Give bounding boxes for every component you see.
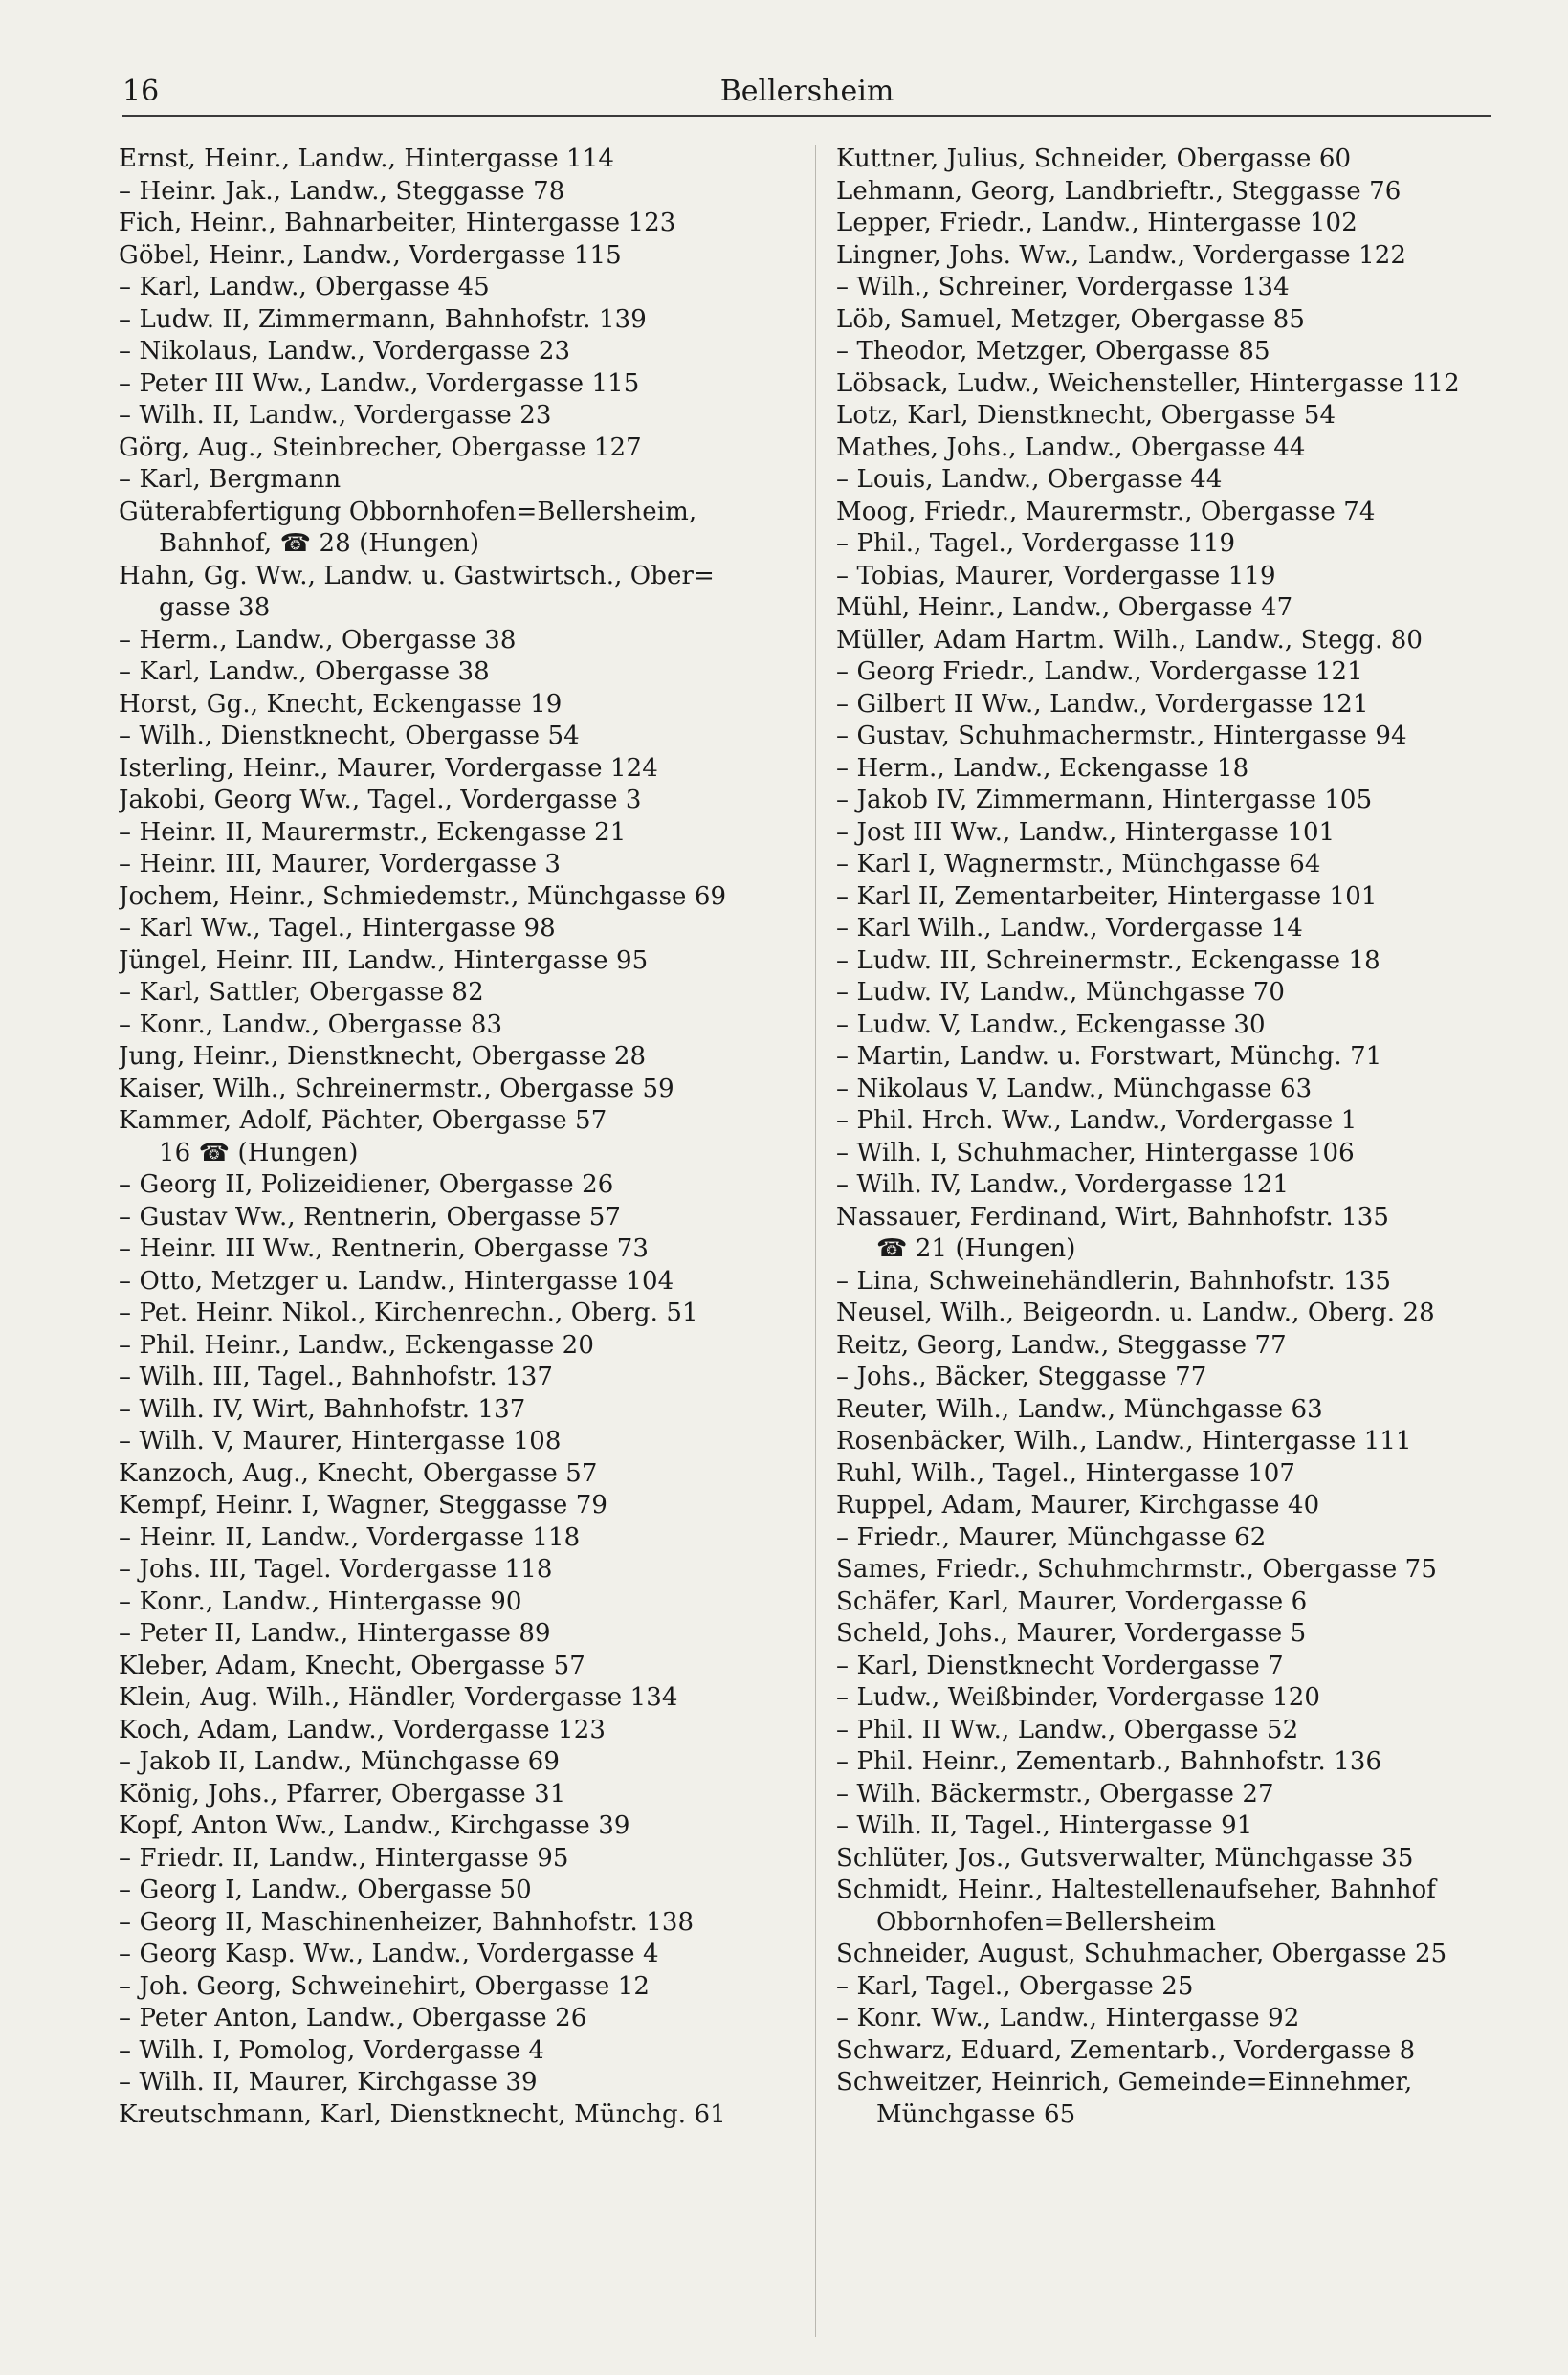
directory-entry: Schweitzer, Heinrich, Gemeinde=Einnehmer, (836, 2068, 1413, 2097)
directory-entry: Kreutschmann, Karl, Dienstknecht, Münchg. 61 (119, 2099, 726, 2129)
directory-entry: – Herm., Landw., Obergasse 38 (119, 625, 517, 655)
directory-entry: – Jost III Ww., Landw., Hintergasse 101 (836, 817, 1336, 847)
directory-entry: – Phil. Heinr., Zementarb., Bahnhofstr. 136 (836, 1747, 1382, 1776)
page-header (122, 71, 1491, 117)
directory-entry: Hahn, Gg. Ww., Landw. u. Gastwirtsch., Ober= (119, 561, 715, 590)
directory-entry: Schwarz, Eduard, Zementarb., Vordergasse 8 (836, 2035, 1416, 2065)
directory-entry: ☎ 21 (Hungen) (876, 1234, 1076, 1263)
directory-entry: Nassauer, Ferdinand, Wirt, Bahnhofstr. 135 (836, 1202, 1390, 1232)
directory-entry: Schmidt, Heinr., Haltestellenaufseher, Bahnhof (836, 1876, 1437, 1904)
directory-entry: gasse 38 (159, 593, 271, 622)
directory-entry: – Wilh., Dienstknecht, Obergasse 54 (119, 721, 580, 750)
directory-entry: – Wilh. V, Maurer, Hintergasse 108 (119, 1427, 562, 1455)
directory-entry: König, Johs., Pfarrer, Obergasse 31 (119, 1779, 566, 1809)
column-divider (815, 145, 816, 2337)
directory-entry: – Wilh. IV, Wirt, Bahnhofstr. 137 (119, 1394, 526, 1424)
directory-entry: – Konr., Landw., Hintergasse 90 (119, 1587, 522, 1616)
directory-entry: Löbsack, Ludw., Weichensteller, Hintergasse 112 (836, 368, 1460, 398)
directory-entry: – Heinr. II, Landw., Vordergasse 118 (119, 1522, 581, 1552)
directory-entry: – Nikolaus, Landw., Vordergasse 23 (119, 337, 571, 366)
directory-entry: – Louis, Landw., Obergasse 44 (836, 465, 1223, 494)
directory-entry: – Georg Friedr., Landw., Vordergasse 121 (836, 657, 1363, 686)
directory-entry: – Joh. Georg, Schweinehirt, Obergasse 12 (119, 1971, 651, 2001)
directory-entry: – Phil. II Ww., Landw., Obergasse 52 (836, 1715, 1299, 1744)
directory-entry: Obbornhofen=Bellersheim (876, 1907, 1217, 1937)
directory-entry: – Karl I, Wagnermstr., Münchgasse 64 (836, 850, 1321, 878)
directory-entry: – Gustav, Schuhmachermstr., Hintergasse 94 (836, 721, 1407, 750)
directory-entry: Moog, Friedr., Maurermstr., Obergasse 74 (836, 497, 1376, 526)
directory-entry: – Heinr. Jak., Landw., Steggasse 78 (119, 176, 565, 206)
directory-entry: Kaiser, Wilh., Schreinermstr., Obergasse 59 (119, 1074, 674, 1103)
directory-entry: Rosenbäcker, Wilh., Landw., Hintergasse 111 (836, 1427, 1412, 1455)
directory-entry: Klein, Aug. Wilh., Händler, Vordergasse 134 (119, 1683, 678, 1712)
directory-entry: Kuttner, Julius, Schneider, Obergasse 60 (836, 144, 1352, 173)
directory-entry: – Peter Anton, Landw., Obergasse 26 (119, 2004, 587, 2032)
directory-entry: Schlüter, Jos., Gutsverwalter, Münchgasse 35 (836, 1843, 1414, 1873)
directory-entry: – Karl Wilh., Landw., Vordergasse 14 (836, 914, 1303, 943)
directory-entry: – Friedr., Maurer, Münchgasse 62 (836, 1522, 1267, 1552)
directory-entry: – Peter II, Landw., Hintergasse 89 (119, 1619, 551, 1648)
directory-entry: – Wilh. II, Landw., Vordergasse 23 (119, 401, 552, 430)
directory-entry: – Wilh. III, Tagel., Bahnhofstr. 137 (119, 1363, 553, 1391)
directory-entry: – Phil. Hrch. Ww., Landw., Vordergasse 1 (836, 1106, 1358, 1135)
directory-entry: Neusel, Wilh., Beigeordn. u. Landw., Oberg. 28 (836, 1298, 1435, 1327)
directory-entry: – Johs. III, Tagel. Vordergasse 118 (119, 1555, 553, 1584)
directory-entry: – Karl Ww., Tagel., Hintergasse 98 (119, 914, 556, 943)
directory-entry: Fich, Heinr., Bahnarbeiter, Hintergasse 123 (119, 209, 676, 237)
directory-entry: – Phil., Tagel., Vordergasse 119 (836, 529, 1236, 558)
directory-entry: – Pet. Heinr. Nikol., Kirchenrechn., Oberg. 51 (119, 1298, 698, 1327)
directory-entry: Lingner, Johs. Ww., Landw., Vordergasse 122 (836, 240, 1407, 270)
directory-entry: – Johs., Bäcker, Steggasse 77 (836, 1363, 1207, 1391)
directory-entry: – Heinr. II, Maurermstr., Eckengasse 21 (119, 817, 627, 847)
directory-entry: Ruppel, Adam, Maurer, Kirchgasse 40 (836, 1491, 1320, 1520)
directory-entry: Ruhl, Wilh., Tagel., Hintergasse 107 (836, 1458, 1296, 1488)
directory-entry: – Wilh. II, Maurer, Kirchgasse 39 (119, 2068, 538, 2097)
directory-entry: – Wilh. II, Tagel., Hintergasse 91 (836, 1811, 1253, 1840)
directory-entry: – Ludw. II, Zimmermann, Bahnhofstr. 139 (119, 304, 647, 334)
directory-entry: Reuter, Wilh., Landw., Münchgasse 63 (836, 1394, 1323, 1424)
directory-entry: – Nikolaus V, Landw., Münchgasse 63 (836, 1074, 1313, 1103)
directory-entry: Schäfer, Karl, Maurer, Vordergasse 6 (836, 1587, 1308, 1616)
directory-entry: Lehmann, Georg, Landbrieftr., Steggasse 76 (836, 176, 1402, 206)
directory-entry: – Karl, Sattler, Obergasse 82 (119, 978, 484, 1007)
directory-entry: Göbel, Heinr., Landw., Vordergasse 115 (119, 240, 622, 270)
page-title: Bellersheim (719, 75, 894, 108)
directory-entry: – Konr., Landw., Obergasse 83 (119, 1010, 503, 1039)
directory-entry: – Jakob IV, Zimmermann, Hintergasse 105 (836, 786, 1373, 814)
directory-entry: Jochem, Heinr., Schmiedemstr., Münchgasse 69 (119, 881, 727, 911)
directory-entry: – Karl, Tagel., Obergasse 25 (836, 1971, 1194, 2001)
directory-entry: – Ludw., Weißbinder, Vordergasse 120 (836, 1683, 1321, 1712)
directory-entry: – Konr. Ww., Landw., Hintergasse 92 (836, 2004, 1300, 2032)
directory-entry: Münchgasse 65 (876, 2099, 1076, 2129)
directory-entry: Jakobi, Georg Ww., Tagel., Vordergasse 3 (119, 786, 642, 814)
directory-entry: Jung, Heinr., Dienstknecht, Obergasse 28 (119, 1042, 647, 1071)
directory-entry: Horst, Gg., Knecht, Eckengasse 19 (119, 689, 563, 719)
directory-entry: Lotz, Karl, Dienstknecht, Obergasse 54 (836, 401, 1336, 430)
directory-entry: – Karl, Landw., Obergasse 45 (119, 273, 490, 301)
directory-entry: – Wilh. I, Schuhmacher, Hintergasse 106 (836, 1138, 1355, 1167)
directory-entry: Ernst, Heinr., Landw., Hintergasse 114 (119, 144, 614, 173)
page-number: 16 (122, 75, 160, 108)
directory-entry: Koch, Adam, Landw., Vordergasse 123 (119, 1715, 606, 1744)
directory-entry: – Karl, Bergmann (119, 465, 342, 494)
directory-entry: Scheld, Johs., Maurer, Vordergasse 5 (836, 1619, 1307, 1648)
directory-entry: – Herm., Landw., Eckengasse 18 (836, 753, 1249, 783)
directory-entry: – Ludw. III, Schreinermstr., Eckengasse 18 (836, 945, 1380, 975)
directory-entry: Kanzoch, Aug., Knecht, Obergasse 57 (119, 1458, 598, 1488)
directory-entry: – Georg I, Landw., Obergasse 50 (119, 1876, 532, 1904)
directory-entry: – Phil. Heinr., Landw., Eckengasse 20 (119, 1330, 594, 1360)
directory-entry: – Friedr. II, Landw., Hintergasse 95 (119, 1843, 569, 1873)
directory-entry: – Heinr. III, Maurer, Vordergasse 3 (119, 850, 562, 878)
directory-entry: Löb, Samuel, Metzger, Obergasse 85 (836, 304, 1306, 334)
directory-entry: – Heinr. III Ww., Rentnerin, Obergasse 73 (119, 1234, 649, 1263)
left-column (119, 144, 788, 2131)
directory-entry: – Martin, Landw. u. Forstwart, Münchg. 71 (836, 1042, 1382, 1071)
directory-entry: – Tobias, Maurer, Vordergasse 119 (836, 561, 1276, 590)
directory-entry: Jüngel, Heinr. III, Landw., Hintergasse 95 (119, 945, 649, 975)
directory-entry: – Wilh. I, Pomolog, Vordergasse 4 (119, 2035, 545, 2065)
directory-entry: – Jakob II, Landw., Münchgasse 69 (119, 1747, 560, 1776)
directory-entry: – Georg Kasp. Ww., Landw., Vordergasse 4 (119, 1940, 659, 1968)
directory-entry: Bahnhof, ☎ 28 (Hungen) (159, 529, 480, 558)
directory-entry: Güterabfertigung Obbornhofen=Bellersheim, (119, 497, 697, 526)
directory-entry: Schneider, August, Schuhmacher, Obergasse 25 (836, 1940, 1447, 1968)
directory-entry: – Otto, Metzger u. Landw., Hintergasse 104 (119, 1266, 674, 1296)
directory-entry: 16 ☎ (Hungen) (159, 1138, 359, 1167)
directory-entry: – Georg II, Maschinenheizer, Bahnhofstr. 138 (119, 1907, 695, 1937)
directory-entry: – Wilh., Schreiner, Vordergasse 134 (836, 273, 1290, 301)
directory-entry: – Karl, Dienstknecht Vordergasse 7 (836, 1651, 1284, 1680)
directory-entry: Sames, Friedr., Schuhmchrmstr., Obergasse 75 (836, 1555, 1437, 1584)
directory-entry: – Gustav Ww., Rentnerin, Obergasse 57 (119, 1202, 622, 1232)
directory-entry: Kammer, Adolf, Pächter, Obergasse 57 (119, 1106, 607, 1135)
directory-entry: Reitz, Georg, Landw., Steggasse 77 (836, 1330, 1287, 1360)
directory-entry: – Wilh. IV, Landw., Vordergasse 121 (836, 1170, 1290, 1199)
directory-entry: Lepper, Friedr., Landw., Hintergasse 102 (836, 209, 1358, 237)
directory-entry: Mathes, Johs., Landw., Obergasse 44 (836, 433, 1306, 462)
directory-entry: – Theodor, Metzger, Obergasse 85 (836, 337, 1270, 366)
directory-entry: – Ludw. V, Landw., Eckengasse 30 (836, 1010, 1266, 1039)
directory-entry: Kopf, Anton Ww., Landw., Kirchgasse 39 (119, 1811, 630, 1840)
directory-entry: – Gilbert II Ww., Landw., Vordergasse 121 (836, 689, 1369, 719)
directory-entry: – Georg II, Polizeidiener, Obergasse 26 (119, 1170, 614, 1199)
directory-entry: Kempf, Heinr. I, Wagner, Steggasse 79 (119, 1491, 608, 1520)
directory-entry: – Ludw. IV, Landw., Münchgasse 70 (836, 978, 1286, 1007)
directory-entry: – Lina, Schweinehändlerin, Bahnhofstr. 135 (836, 1266, 1392, 1296)
directory-entry: – Wilh. Bäckermstr., Obergasse 27 (836, 1779, 1274, 1809)
directory-entry: – Peter III Ww., Landw., Vordergasse 115 (119, 368, 640, 398)
directory-entry: Isterling, Heinr., Maurer, Vordergasse 124 (119, 753, 658, 783)
directory-entry: – Karl, Landw., Obergasse 38 (119, 657, 490, 686)
directory-entry: – Karl II, Zementarbeiter, Hintergasse 101 (836, 881, 1378, 911)
right-column (836, 144, 1525, 2131)
directory-entry: Müller, Adam Hartm. Wilh., Landw., Stegg. 80 (836, 625, 1424, 655)
directory-entry: Kleber, Adam, Knecht, Obergasse 57 (119, 1651, 585, 1680)
directory-entry: Mühl, Heinr., Landw., Obergasse 47 (836, 593, 1293, 622)
directory-entry: Görg, Aug., Steinbrecher, Obergasse 127 (119, 433, 642, 462)
